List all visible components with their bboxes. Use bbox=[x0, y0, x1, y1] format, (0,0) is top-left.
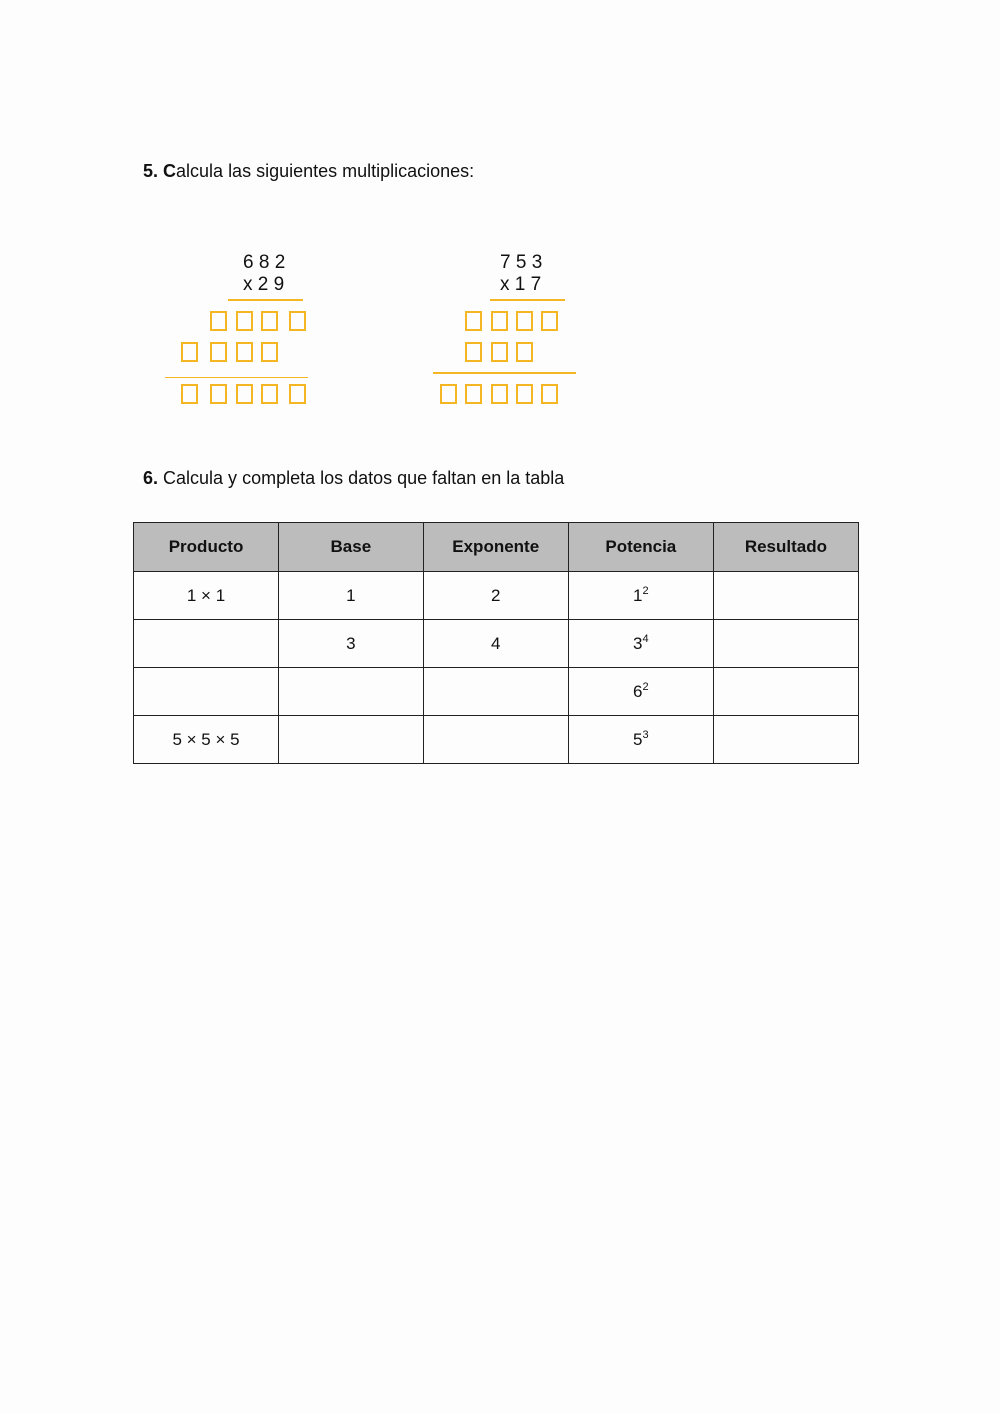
question-6-text: Calcula y completa los datos que faltan en la tabla bbox=[163, 468, 565, 488]
mult1-bottom-number: x 2 9 bbox=[243, 274, 285, 295]
cell-resultado[interactable] bbox=[713, 668, 858, 716]
table-row bbox=[134, 572, 859, 620]
cell-base[interactable] bbox=[279, 716, 424, 764]
answer-box[interactable] bbox=[440, 384, 457, 404]
answer-box[interactable] bbox=[465, 311, 482, 331]
cell-producto[interactable] bbox=[134, 620, 279, 668]
answer-box[interactable] bbox=[491, 311, 508, 331]
question-6-number: 6. bbox=[143, 468, 159, 488]
answer-box[interactable] bbox=[491, 384, 508, 404]
cell-potencia bbox=[568, 572, 713, 620]
cell-producto[interactable]: 5 × 5 × 5 bbox=[134, 716, 279, 764]
cell-exponente[interactable]: 4 bbox=[423, 620, 568, 668]
answer-box[interactable] bbox=[289, 311, 306, 331]
potencia-exponent: 2 bbox=[642, 585, 649, 597]
table-row bbox=[134, 716, 859, 764]
answer-box[interactable] bbox=[261, 342, 278, 362]
answer-box[interactable] bbox=[261, 311, 278, 331]
cell-potencia bbox=[568, 716, 713, 764]
answer-box[interactable] bbox=[236, 342, 253, 362]
cell-potencia bbox=[568, 668, 713, 716]
question-6-title bbox=[143, 468, 564, 489]
cell-producto[interactable]: 1 × 1 bbox=[134, 572, 279, 620]
cell-resultado[interactable] bbox=[713, 620, 858, 668]
header-exponente: Exponente bbox=[423, 523, 568, 572]
table-row bbox=[134, 668, 859, 716]
potencia-exponent: 4 bbox=[642, 633, 649, 645]
cell-base[interactable] bbox=[279, 668, 424, 716]
mult1-top-number: 6 8 2 bbox=[243, 252, 286, 273]
cell-base[interactable]: 3 bbox=[279, 620, 424, 668]
question-5-number: 5. bbox=[143, 161, 159, 181]
table-row bbox=[134, 620, 859, 668]
answer-box[interactable] bbox=[261, 384, 278, 404]
answer-box[interactable] bbox=[465, 342, 482, 362]
potencia-base: 5 bbox=[633, 730, 643, 749]
question-5-title bbox=[143, 161, 474, 182]
answer-box[interactable] bbox=[210, 311, 227, 331]
cell-resultado[interactable] bbox=[713, 572, 858, 620]
mult1-sum-line bbox=[165, 377, 308, 378]
potencia-exponent: 2 bbox=[642, 681, 649, 693]
cell-exponente[interactable] bbox=[423, 716, 568, 764]
answer-box[interactable] bbox=[516, 384, 533, 404]
mult2-operand-line bbox=[490, 299, 565, 301]
cell-producto[interactable] bbox=[134, 668, 279, 716]
answer-box[interactable] bbox=[210, 342, 227, 362]
mult2-bottom-number: x 1 7 bbox=[500, 274, 542, 295]
header-resultado: Resultado bbox=[713, 523, 858, 572]
potencia-base: 6 bbox=[633, 682, 643, 701]
mult2-top-number: 7 5 3 bbox=[500, 252, 543, 273]
cell-exponente[interactable]: 2 bbox=[423, 572, 568, 620]
answer-box[interactable] bbox=[181, 342, 198, 362]
header-potencia: Potencia bbox=[568, 523, 713, 572]
cell-resultado[interactable] bbox=[713, 716, 858, 764]
answer-box[interactable] bbox=[516, 311, 533, 331]
question-5-text: alcula las siguientes multiplicaciones: bbox=[176, 161, 475, 181]
cell-potencia bbox=[568, 620, 713, 668]
answer-box[interactable] bbox=[465, 384, 482, 404]
mult2-sum-line bbox=[433, 372, 576, 374]
answer-box[interactable] bbox=[236, 384, 253, 404]
cell-base[interactable]: 1 bbox=[279, 572, 424, 620]
table-header-row bbox=[134, 523, 859, 572]
answer-box[interactable] bbox=[289, 384, 306, 404]
potencia-base: 3 bbox=[633, 634, 643, 653]
answer-box[interactable] bbox=[181, 384, 198, 404]
powers-table bbox=[133, 522, 859, 764]
mult1-operand-line bbox=[228, 299, 303, 301]
answer-box[interactable] bbox=[516, 342, 533, 362]
answer-box[interactable] bbox=[236, 311, 253, 331]
cell-exponente[interactable] bbox=[423, 668, 568, 716]
answer-box[interactable] bbox=[210, 384, 227, 404]
question-5-first-letter: C bbox=[163, 161, 177, 181]
answer-box[interactable] bbox=[541, 311, 558, 331]
header-producto: Producto bbox=[134, 523, 279, 572]
header-base: Base bbox=[279, 523, 424, 572]
answer-box[interactable] bbox=[541, 384, 558, 404]
potencia-exponent: 3 bbox=[642, 729, 649, 741]
answer-box[interactable] bbox=[491, 342, 508, 362]
potencia-base: 1 bbox=[633, 586, 643, 605]
